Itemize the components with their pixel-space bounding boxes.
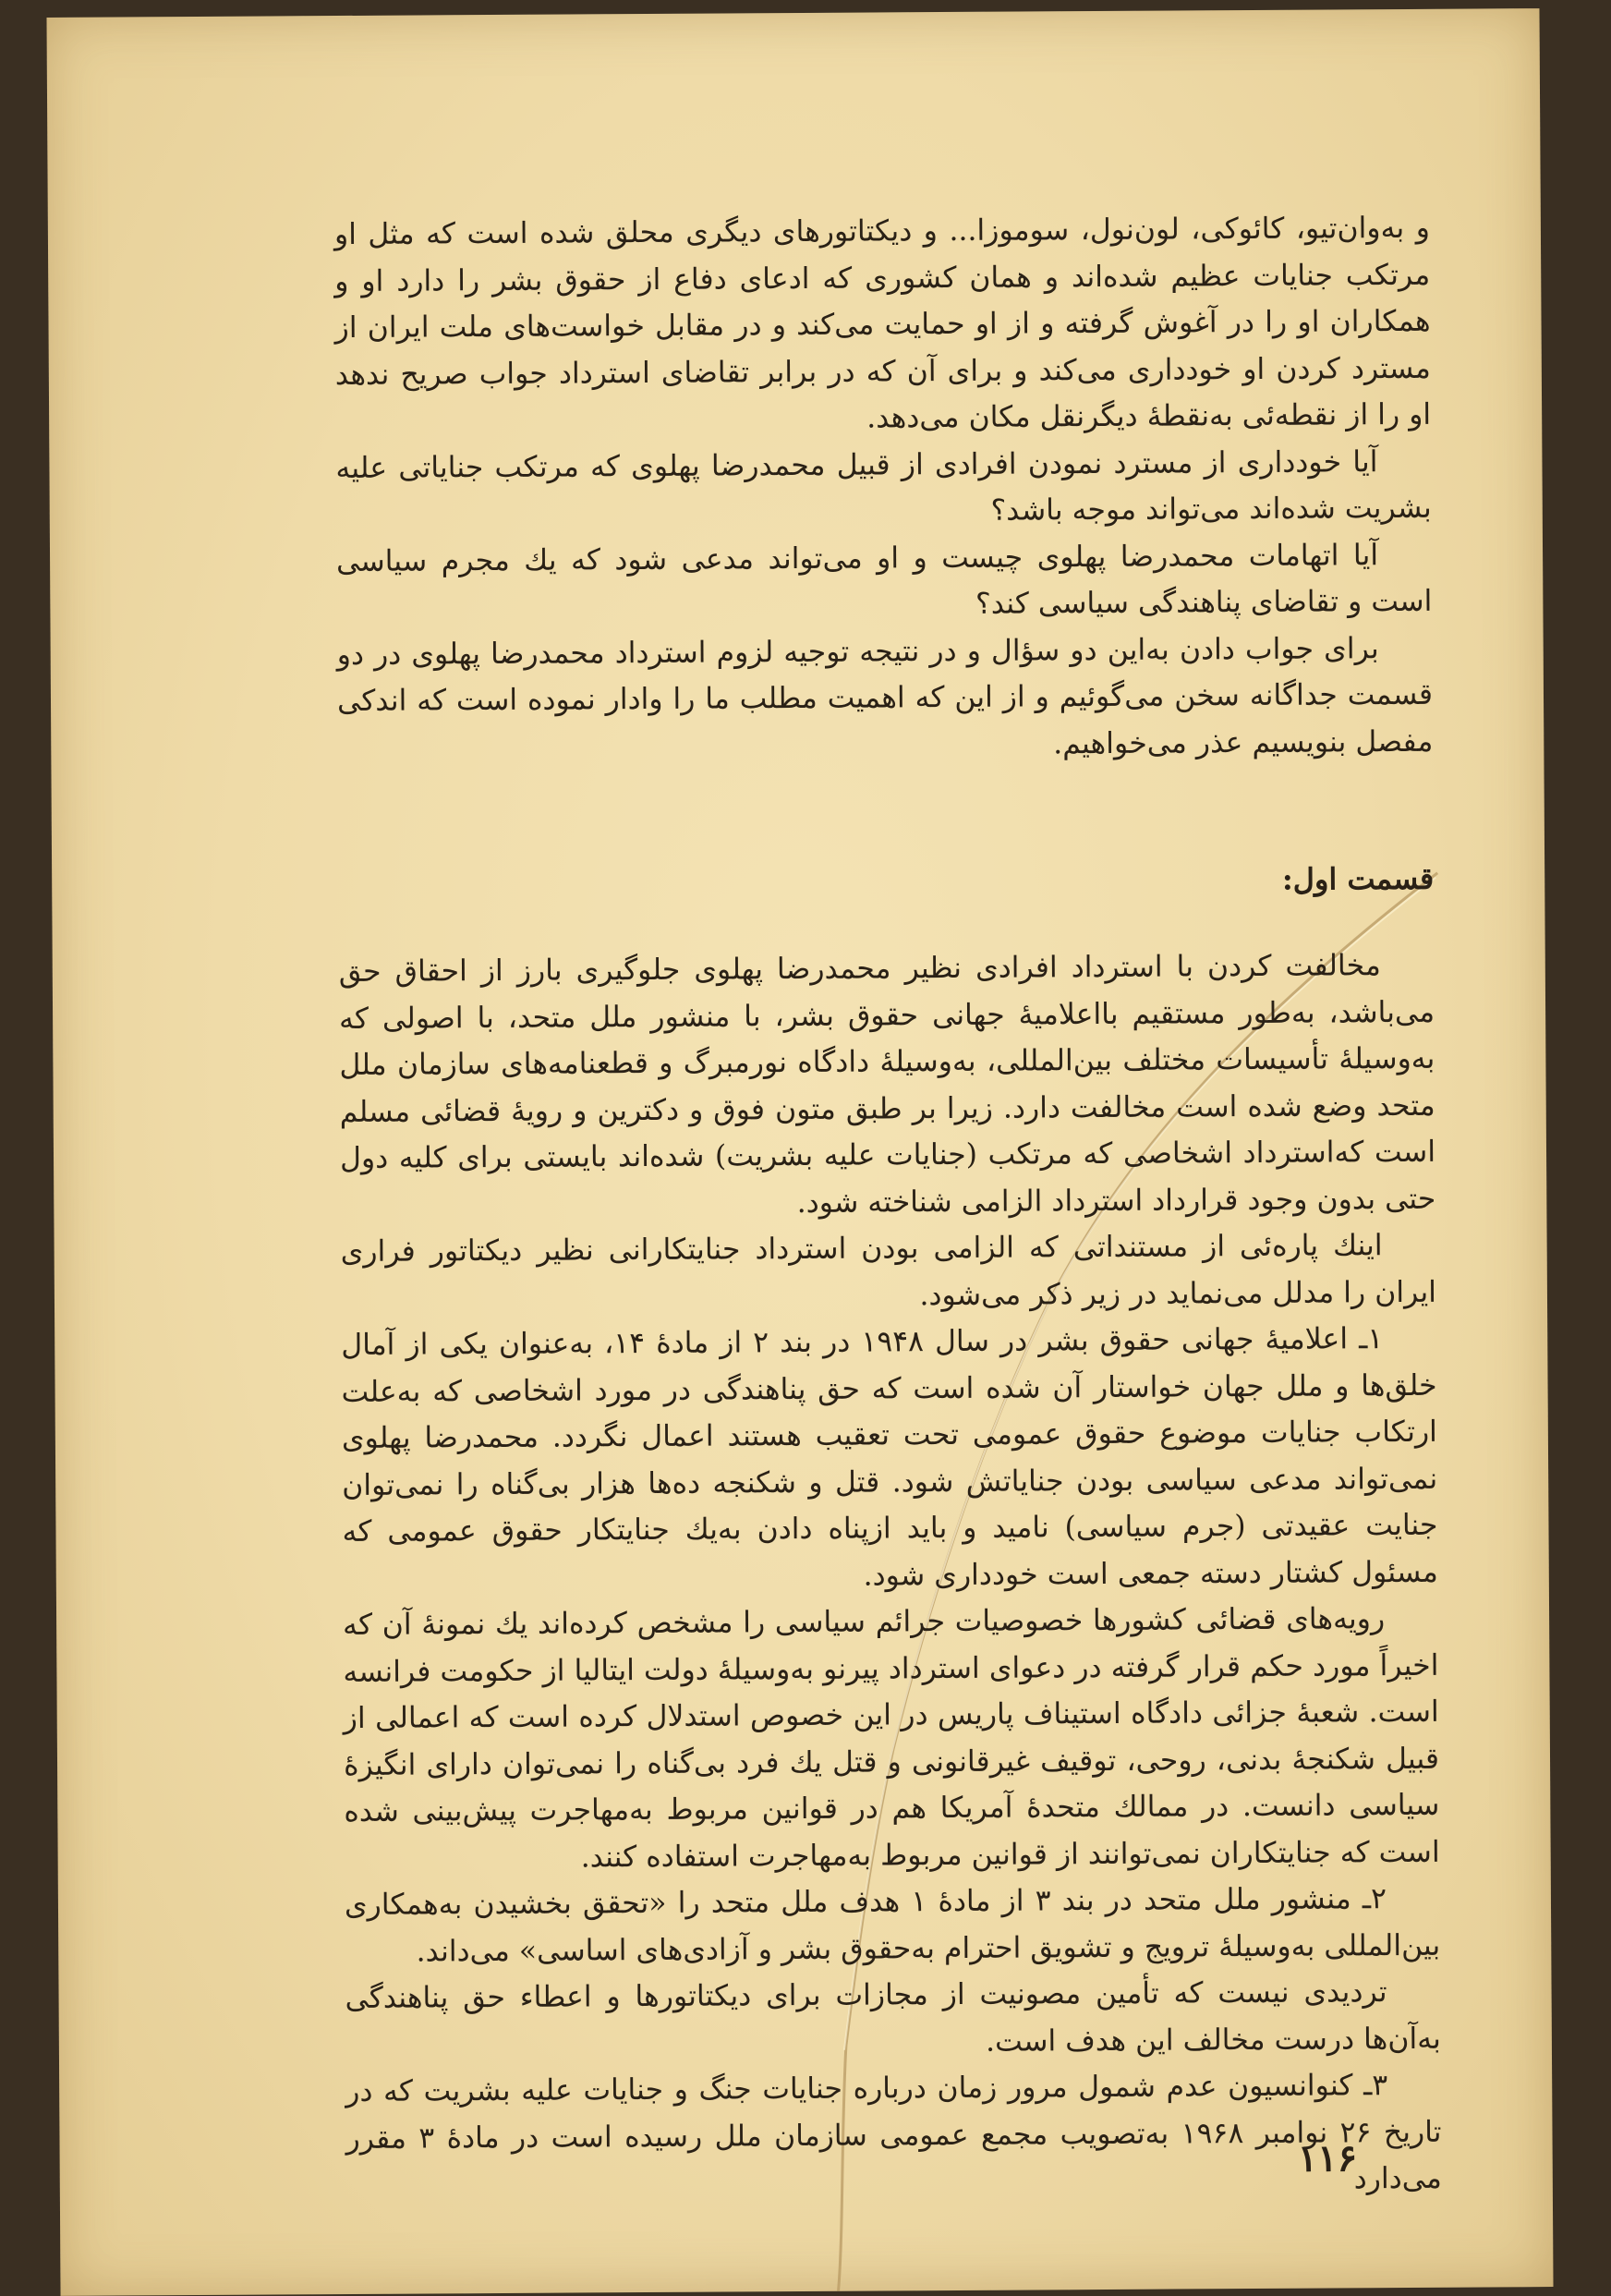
scanned-page bbox=[46, 8, 1553, 2296]
paragraph: برای جواب دادن به‌این دو سؤال و در نتیجه توجیه لزوم استرداد محمدرضا پهلوی در دو قسمت جداگانه سخن می‌گوئیم و از این که اهمیت مطلب ما را وادار نموده است که اندکی مفصل بنویسیم عذر می‌خواهیم. bbox=[336, 631, 1434, 760]
paragraph: آیا اتهامات محمدرضا پهلوی چیست و او می‌تواند مدعی شود که یك مجرم سیاسی است و تقاضای پناهندگی سیاسی کند؟ bbox=[335, 538, 1433, 621]
section-one bbox=[339, 942, 1442, 2209]
paragraph: رویه‌های قضائی کشورها خصوصیات جرائم سیاسی را مشخص کرده‌اند یك نمونهٔ آن که اخیراً مورد حکم قرار گرفته در دعوای استرداد پیرنو به‌وسیلهٔ دولت ایتالیا از حکومت فرانسه است. شعبهٔ جزائی دادگاه استیناف پاریس در این خصوص استدلال کرده است که اعمالی از قبیل شکنجهٔ بدنی، روحی، توقیف غیرقانونی و قتل یك فرد بی‌گناه را نمی‌توان دارای انگیزهٔ سیاسی دانست. در ممالك متحدهٔ آمریکا هم در قوانین مربوط به‌مهاجرت پیش‌بینی شده است که جنایتکاران نمی‌توانند از قوانین مربوط به‌مهاجرت استفاده کنند. bbox=[343, 1602, 1440, 1874]
paragraph: اینك پاره‌ئی از مستنداتی که الزامی بودن استرداد جنایتکارانی نظیر دیکتاتور فراری ایران را مدلل می‌نماید در زیر ذکر می‌شود. bbox=[340, 1229, 1437, 1312]
section-heading: قسمت اول: bbox=[1281, 860, 1435, 897]
paragraph: ۲ـ منشور ملل متحد در بند ۳ از مادهٔ ۱ هدف ملل متحد را «تحقق بخشیدن به‌همکاری بین‌المللی به‌وسیلهٔ ترویج و تشویق احترام به‌حقوق بشر و آزادی‌های اساسی» می‌داند. bbox=[344, 1882, 1441, 1969]
page-number: ۱۱۶ bbox=[1297, 2136, 1358, 2181]
intro-section bbox=[334, 205, 1434, 771]
paragraph: تردیدی نیست که تأمین مصونیت از مجازات برای دیکتاتورها و اعطاء حق پناهندگی به‌آن‌ها درست مخالف این هدف است. bbox=[345, 1975, 1441, 2059]
paragraph: آیا خودداری از مسترد نمودن افرادی از قبیل محمدرضا پهلوی که مرتکب جنایاتی علیه بشریت شده‌اند می‌تواند موجه باشد؟ bbox=[335, 444, 1432, 528]
section-heading-block bbox=[338, 861, 1434, 903]
paragraph: و به‌وان‌تیو، کائوکی، لون‌نول، سوموزا... و دیکتاتورهای دیگری محلق شده است که مثل او مرتکب جنایات عظیم شده‌اند و همان کشوری که ادعای دفاع از حقوق بشر را دارد او و همکاران او را در آغوش گرفته و از او حمایت می‌کند و در مقابل خواست‌های ملت ایران از مسترد کردن او خودداری می‌کند و برای آن که در برابر تقاضای استرداد جواب صریح ندهد او را از نقطه‌ئی به‌نقطهٔ دیگرنقل مکان می‌دهد. bbox=[333, 211, 1432, 435]
paragraph: ۳ـ کنوانسیون عدم شمول مرور زمان درباره جنایات جنگ و جنایات علیه بشریت که در تاریخ ۲۶ نوامبر ۱۹۶۸ به‌تصویب مجمع عمومی سازمان ملل رسیده است در مادهٔ ۳ مقرر می‌دارد bbox=[345, 2069, 1442, 2196]
paragraph: ۱ـ اعلامیهٔ جهانی حقوق بشر در سال ۱۹۴۸ در بند ۲ از مادهٔ ۱۴، به‌عنوان یکی از آمال خلق‌ها و ملل جهان خواستار آن شده است که حق پناهندگی در مورد اشخاصی که به‌علت ارتکاب جنایات موضوع حقوق عمومی تحت تعقیب هستند اعمال نگردد. محمدرضا پهلوی نمی‌تواند مدعی سیاسی بودن جنایاتش شود. قتل و شکنجه ده‌ها هزار بی‌گناه را نمی‌توان جنایت عقیدتی (جرم سیاسی) نامید و باید ازپناه دادن به‌یك جنایتکار حقوق عمومی که مسئول کشتار دسته جمعی است خودداری شود. bbox=[341, 1322, 1438, 1593]
paragraph: مخالفت کردن با استرداد افرادی نظیر محمدرضا پهلوی جلوگیری بارز از احقاق حق می‌باشد، به‌طور مستقیم بااعلامیهٔ جهانی حقوق بشر، با منشور ملل متحد، با اصولی که به‌وسیلهٔ تأسیسات مختلف بین‌المللی، به‌وسیلهٔ دادگاه نورمبرگ و قطعنامه‌های سازمان ملل متحد وضع شده است مخالفت دارد. زیرا بر طبق متون فوق و دکترین و رویهٔ قضائی مسلم است که‌استرداد اشخاصی که مرتکب (جنایات علیه بشریت) شده‌اند بایستی برای کلیه دول حتی بدون وجود قرارداد استرداد الزامی شناخته شود. bbox=[338, 949, 1436, 1220]
